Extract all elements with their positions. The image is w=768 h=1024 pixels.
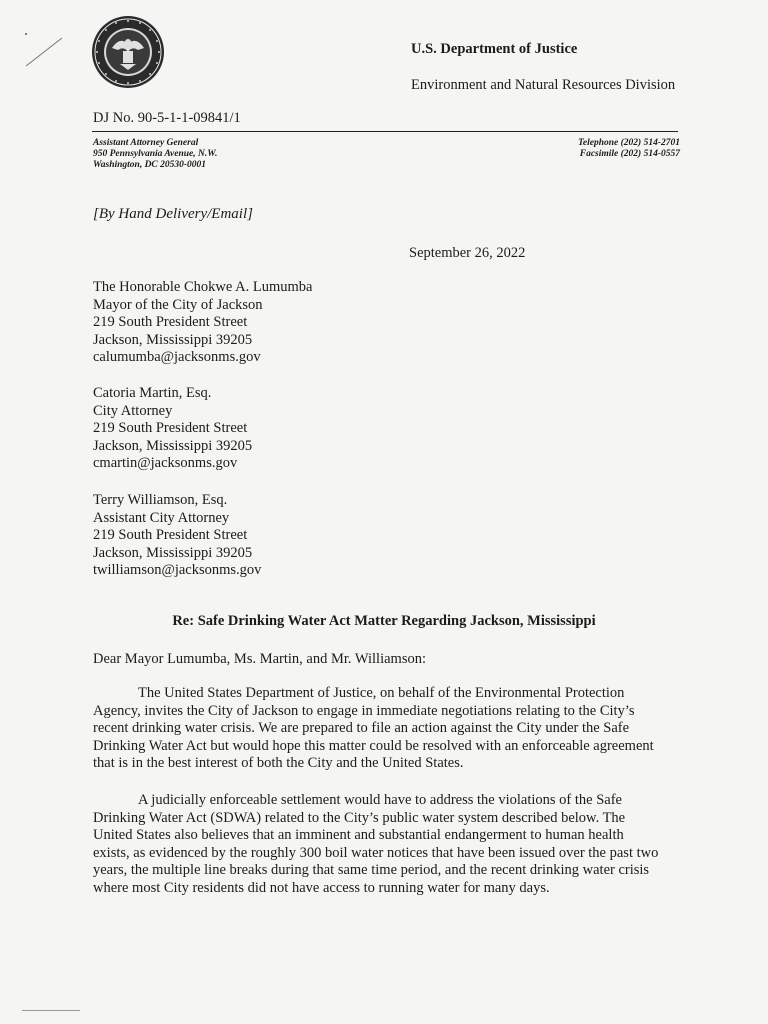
body-paragraph-1: [93, 685, 673, 773]
paragraph-line: A judicially enforceable settlement would have to address the violations of the Safe: [138, 792, 622, 808]
paragraph-line: that is in the best interest of both the City and the United States.: [93, 755, 464, 771]
recipient-block-mayor: [93, 279, 312, 367]
paragraph-line: recent drinking water crisis. We are prepared to file an action against the City under the Safe: [93, 720, 630, 736]
recipient-email: cmartin@jacksonms.gov: [93, 455, 238, 471]
office-contact: [578, 138, 680, 160]
paragraph-line: exists, as evidenced by the roughly 300 boil water notices that have been issued over the past two: [93, 844, 659, 861]
division-name: Environment and Natural Resources Division: [411, 77, 676, 93]
paragraph-line: The United States Department of Justice, on behalf of the Environmental Protection: [138, 685, 625, 701]
office-address-line: 950 Pennsylvania Avenue, N.W.: [93, 149, 218, 159]
recipient-line: 219 South President Street: [93, 527, 248, 543]
office-address: [93, 138, 217, 171]
pen-mark-decoration: [22, 30, 70, 70]
recipient-line: The Honorable Chokwe A. Lumumba: [93, 279, 313, 295]
recipient-line: Terry Williamson, Esq.: [93, 492, 228, 508]
letter-date: September 26, 2022: [409, 245, 526, 261]
recipient-line: Jackson, Mississippi 39205: [93, 331, 253, 348]
recipient-line: City Attorney: [93, 402, 173, 419]
salutation: Dear Mayor Lumumba, Ms. Martin, and Mr. Williamson:: [93, 651, 427, 667]
office-address-line: Assistant Attorney General: [93, 138, 199, 148]
recipient-line: Jackson, Mississippi 39205: [93, 544, 253, 561]
recipient-line: Catoria Martin, Esq.: [93, 385, 212, 401]
recipient-line: 219 South President Street: [93, 420, 248, 436]
paragraph-line: where most City residents did not have access to running water for many days.: [93, 879, 550, 896]
recipient-email: calumumba@jacksonms.gov: [93, 349, 261, 365]
recipient-line: Assistant City Attorney: [93, 509, 230, 526]
subject-line: Re: Safe Drinking Water Act Matter Regarding Jackson, Mississippi: [172, 613, 596, 629]
recipient-block-city-attorney: [93, 385, 252, 473]
office-address-line: Washington, DC 20530-0001: [93, 160, 207, 170]
recipient-email: twilliamson@jacksonms.gov: [93, 562, 262, 578]
paragraph-line: Drinking Water Act (SDWA) related to the City’s public water system described below. The: [93, 809, 626, 826]
header-divider: [92, 131, 678, 132]
recipient-line: 219 South President Street: [93, 314, 248, 330]
recipient-block-assistant-city-attorney: [93, 492, 261, 580]
recipient-line: Mayor of the City of Jackson: [93, 296, 263, 313]
facsimile-number: Facsimile (202) 514-0557: [579, 149, 680, 159]
delivery-note: [By Hand Delivery/Email]: [93, 206, 253, 222]
paragraph-line: Agency, invites the City of Jackson to engage in immediate negotiations relating to the City’s: [93, 702, 635, 719]
body-paragraph-2: [93, 792, 673, 897]
telephone-number: Telephone (202) 514-2701: [577, 138, 680, 148]
paragraph-line: years, the multiple line breaks during that same time period, and the recent drinking water crisis: [93, 862, 650, 878]
dj-number: DJ No. 90-5-1-1-09841/1: [93, 110, 241, 126]
department-name: U.S. Department of Justice: [411, 41, 578, 57]
paragraph-line: United States also believes that an imminent and substantial endangerment to human health: [93, 827, 624, 843]
scan-edge-mark: [22, 1010, 80, 1011]
recipient-line: Jackson, Mississippi 39205: [93, 437, 253, 454]
doj-seal-icon: [90, 14, 166, 90]
paragraph-line: Drinking Water Act but would hope this matter could be resolved with an enforceable agreement: [93, 737, 654, 754]
